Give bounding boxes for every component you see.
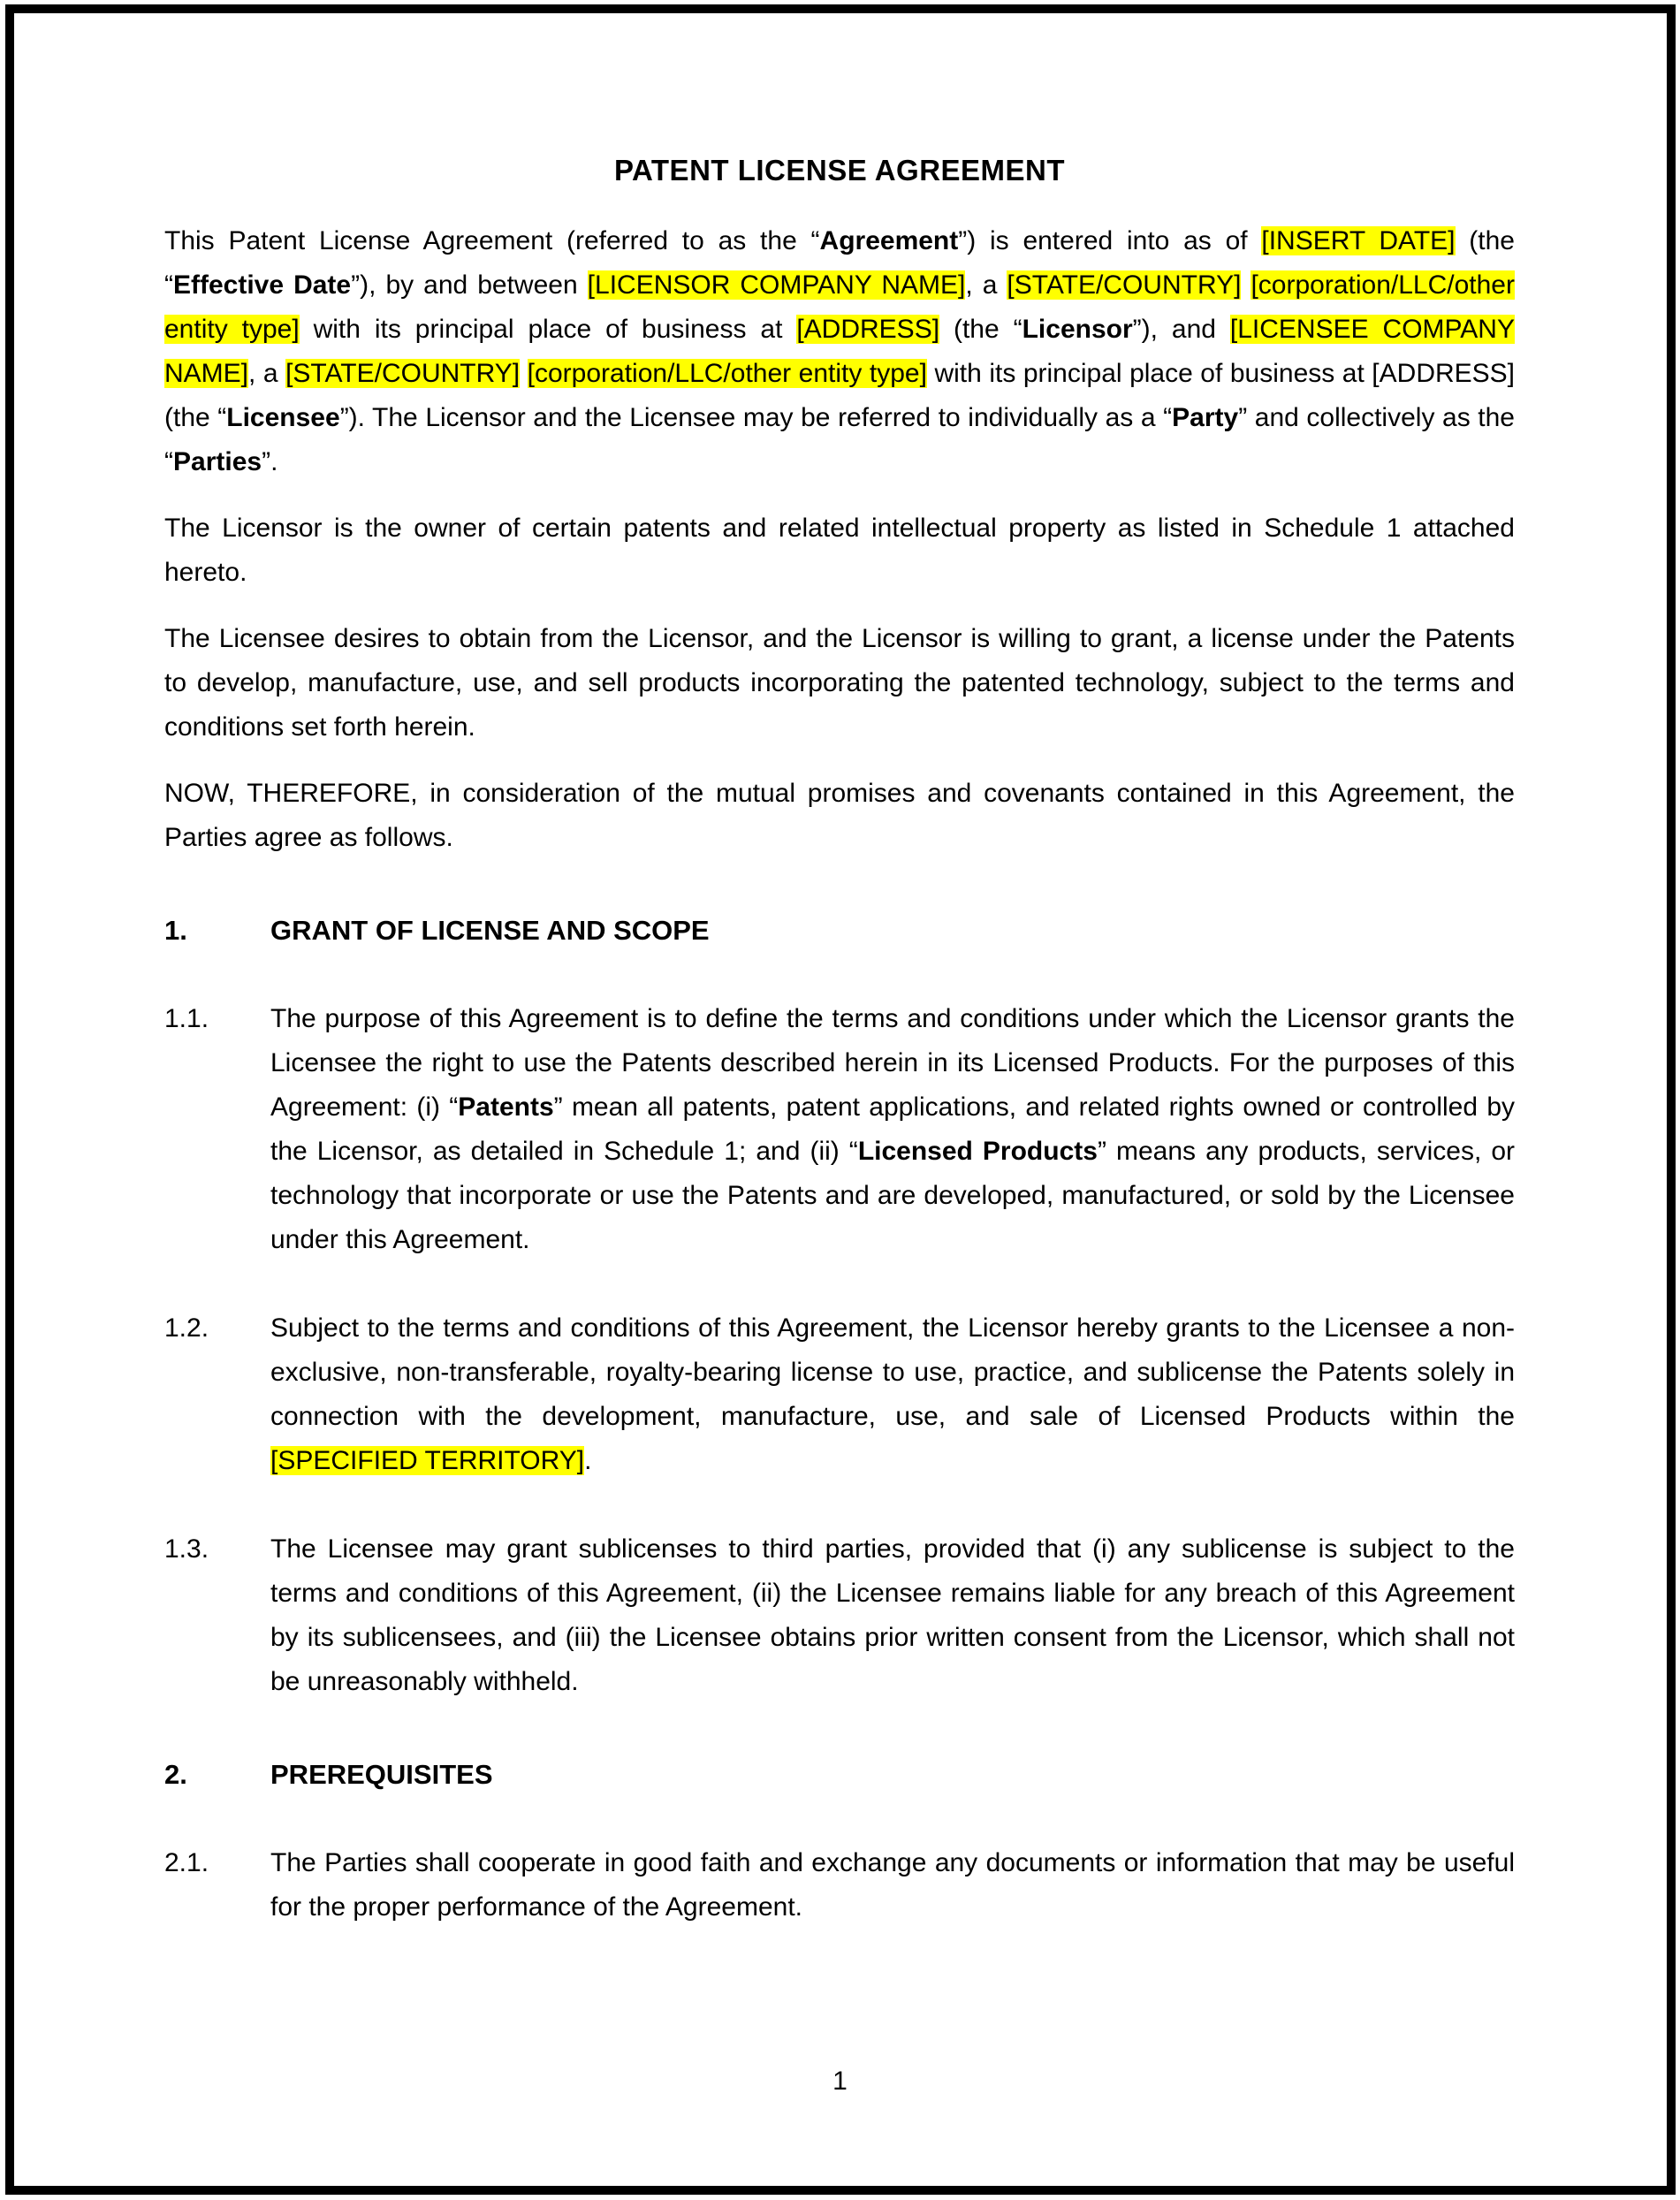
section-title: PREREQUISITES [270, 1759, 493, 1790]
text-run: , a [965, 270, 1007, 300]
placeholder-highlight: [LICENSOR COMPANY NAME] [587, 270, 966, 300]
placeholder-highlight: [STATE/COUNTRY] [285, 359, 521, 388]
section-heading [164, 1753, 1515, 1797]
text-run: (the “ [939, 315, 1022, 344]
text-run: ”). The Licensor and the Licensee may be referred to individually as a “ [339, 403, 1173, 432]
numbered-clause [164, 997, 1515, 1262]
text-run [1241, 270, 1250, 300]
text-run: ” means any products, services, or technology that incorporate or use the Patents and are developed, manufactured, or sold by the Licensee under this Agreement. [270, 1137, 1516, 1254]
text-run: . [584, 1446, 592, 1475]
text-run: with its principal place of business at [299, 315, 797, 344]
text-run: This Patent License Agreement (referred to as the “ [164, 226, 820, 255]
defined-term: Effective Date [173, 270, 352, 300]
text-run: The Licensee desires to obtain from the Licensor, and the Licensor is willing to grant, a license under the Patents to develop, manufacture, use, and sell products incorporating the patented technology, subject to the terms and conditions set forth herein. [164, 624, 1515, 742]
clause-number: 1.1. [164, 1004, 209, 1033]
text-run: ”. [262, 447, 278, 476]
text-run: with its principal place of business at [ADDRESS] (the “ [164, 359, 1516, 432]
text-run: The Licensor is the owner of certain patents and related intellectual property as listed in Schedule 1 attached hereto. [164, 514, 1515, 587]
section-heading [164, 909, 1515, 953]
text-run: ” mean all patents, patent applications, and related rights owned or controlled by the Licensor, as detailed in Schedule 1; and (ii) “ [270, 1092, 1516, 1166]
text-run: ”), and [1132, 315, 1230, 344]
defined-term: Patents [458, 1092, 554, 1122]
text-run: ” and collectively as the “ [164, 403, 1515, 476]
numbered-clause [164, 1306, 1515, 1483]
clause-number: 1.2. [164, 1313, 209, 1343]
placeholder-highlight: [SPECIFIED TERRITORY] [270, 1446, 585, 1475]
text-run [520, 359, 528, 388]
clause-number: 1.3. [164, 1534, 209, 1564]
defined-term: Party [1172, 403, 1239, 432]
section-number: 1. [164, 915, 187, 946]
preamble-paragraph [164, 617, 1515, 750]
defined-term: Agreement [819, 226, 959, 255]
placeholder-highlight: [ADDRESS] [796, 315, 940, 344]
defined-term: Licensor [1022, 315, 1133, 344]
preamble-paragraph [164, 772, 1515, 860]
text-run: , a [248, 359, 286, 388]
defined-term: Licensed Products [857, 1137, 1098, 1166]
section-title: GRANT OF LICENSE AND SCOPE [270, 915, 710, 946]
placeholder-highlight: [INSERT DATE] [1261, 226, 1456, 255]
page-number: 1 [832, 2067, 848, 2096]
preamble-paragraph [164, 219, 1515, 484]
text-run: The Licensee may grant sublicenses to third parties, provided that (i) any sublicense is subject to the terms and conditions of this Agreement, (ii) the Licensee remains liable for any breach of this Agreement by its sublicensees, and (iii) the Licensee obtains prior written consent from the Licensor, which shall not be unreasonably withheld. [270, 1534, 1515, 1696]
clause-number: 2.1. [164, 1848, 209, 1877]
text-run: The purpose of this Agreement is to define the terms and conditions under which the Licensor grants the Licensee the right to use the Patents described herein in its Licensed Products. For the purposes of this Agreement: (i) “ [270, 1004, 1515, 1122]
section-number: 2. [164, 1759, 187, 1790]
defined-term: Parties [173, 447, 262, 476]
text-run: The Parties shall cooperate in good faith and exchange any documents or information that may be useful for the proper performance of the Agreement. [270, 1848, 1515, 1922]
numbered-clause [164, 1527, 1515, 1704]
text-run: Subject to the terms and conditions of this Agreement, the Licensor hereby grants to the Licensee a non-exclusive, non-transferable, royalty-bearing license to use, practice, and sublicense the Patents solely in connection with the development, manufacture, use, and sale of Licensed Products within the [270, 1313, 1515, 1431]
text-run: NOW, THEREFORE, in consideration of the mutual promises and covenants contained in this Agreement, the Parties agree as follows. [164, 779, 1515, 852]
text-run: (the “ [164, 226, 1515, 300]
placeholder-highlight: [STATE/COUNTRY] [1007, 270, 1242, 300]
document-body [164, 0, 1515, 1974]
defined-term: Licensee [226, 403, 340, 432]
preamble-paragraph [164, 506, 1515, 595]
text-run: ”), by and between [351, 270, 588, 300]
placeholder-highlight: [LICENSEE COMPANY NAME] [164, 315, 1515, 388]
placeholder-highlight: [corporation/LLC/other entity type] [527, 359, 927, 388]
placeholder-highlight: [corporation/LLC/other entity type] [164, 270, 1515, 344]
text-run: ”) is entered into as of [958, 226, 1262, 255]
document-title: PATENT LICENSE AGREEMENT [613, 154, 1066, 187]
numbered-clause [164, 1841, 1515, 1930]
